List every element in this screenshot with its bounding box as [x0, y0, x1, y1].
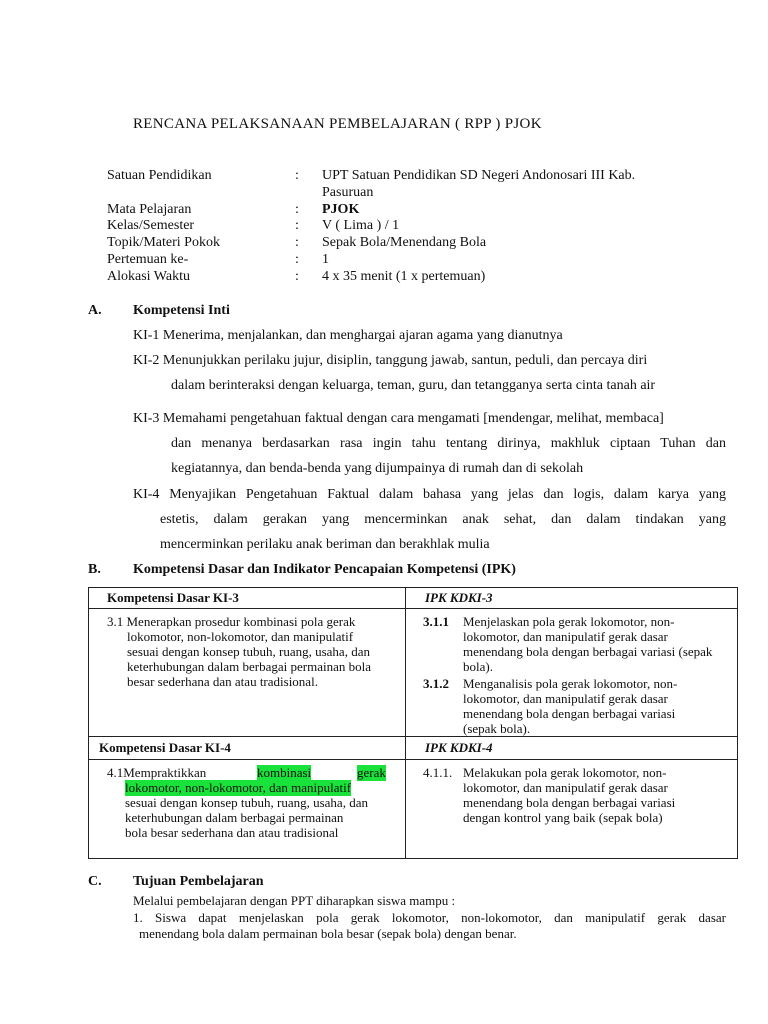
separator: : [295, 218, 299, 233]
table-row-divider [89, 759, 737, 760]
section-a-letter: A. [88, 303, 102, 318]
table-row-divider [89, 608, 737, 609]
ki-2-text-cont: dalam berinteraksi dengan keluarga, teman, guru, dan tetangganya serta cinta tanah air [171, 378, 656, 393]
section-c-letter: C. [88, 874, 102, 889]
ipk-line: lokomotor, dan manipulatif gerak dasar [463, 691, 668, 706]
kd-ipk-table [88, 587, 738, 859]
ki-1-text: KI-1 Menerima, menjalankan, dan menghargai ajaran agama yang dianutnya [133, 328, 563, 343]
separator: : [295, 202, 299, 217]
ipk-line: menendang bola dengan berbagai variasi (sepak [463, 644, 713, 659]
value-alokasi-waktu: 4 x 35 menit (1 x pertemuan) [322, 269, 486, 284]
label-topik-materi: Topik/Materi Pokok [107, 235, 220, 250]
ipk-line: Menjelaskan pola gerak lokomotor, non- [463, 614, 675, 629]
ipk-line: menendang bola dengan berbagai variasi [463, 795, 676, 810]
kd4-line: bola besar sederhana dan atau tradisional [125, 825, 339, 840]
kd4-highlight-line: lokomotor, non-lokomotor, dan manipulatif [125, 780, 352, 795]
ipk4-header: IPK KDKI-4 [425, 740, 493, 755]
value-pertemuan: 1 [322, 252, 329, 267]
objective-item-1-cont: menendang bola dalam permainan bola besar (sepak bola) dengan benar. [139, 926, 517, 941]
kd3-line: 3.1 Menerapkan prosedur kombinasi pola gerak [107, 614, 356, 629]
ipk-line: Menganalisis pola gerak lokomotor, non- [463, 676, 678, 691]
kd3-line: sesuai dengan konsep tubuh, ruang, usaha, dan [127, 644, 370, 659]
kd3-header: Kompetensi Dasar KI-3 [107, 590, 239, 605]
label-pertemuan: Pertemuan ke- [107, 252, 189, 267]
separator: : [295, 252, 299, 267]
objective-intro: Melalui pembelajaran dengan PPT diharapkan siswa mampu : [133, 893, 456, 908]
section-a-heading: Kompetensi Inti [133, 303, 230, 318]
ipk-line: lokomotor, dan manipulatif gerak dasar [463, 780, 668, 795]
ipk-number: 4.1.1. [423, 765, 453, 780]
value-kelas-semester: V ( Lima ) / 1 [322, 218, 400, 233]
ipk-line: (sepak bola). [463, 721, 531, 736]
kd3-line: lokomotor, non-lokomotor, dan manipulatif [127, 629, 354, 644]
separator: : [295, 168, 299, 183]
value-topik-materi: Sepak Bola/Menendang Bola [322, 235, 487, 250]
ki-2-text: KI-2 Menunjukkan perilaku jujur, disiplin, tanggung jawab, santun, peduli, dan percaya diri [133, 353, 648, 368]
value-satuan-pendidikan-cont: Pasuruan [322, 185, 374, 200]
ki-4-text: KI-4 Menyajikan Pengetahuan Faktual dalam bahasa yang jelas dan logis, dalam karya yang [133, 487, 726, 502]
kd4-header: Kompetensi Dasar KI-4 [99, 740, 231, 755]
ki-4-text-cont2: mencerminkan perilaku anak beriman dan berakhlak mulia [160, 537, 490, 552]
ipk-line: bola). [463, 659, 493, 674]
kd4-highlight-word: kombinasi [257, 765, 312, 780]
kd4-line: keterhubungan dalam berbagai permainan [125, 810, 344, 825]
section-b-heading: Kompetensi Dasar dan Indikator Pencapaian Kompetensi (IPK) [133, 562, 516, 577]
label-kelas-semester: Kelas/Semester [107, 218, 195, 233]
ipk-line: Melakukan pola gerak lokomotor, non- [463, 765, 667, 780]
table-row-divider [89, 736, 737, 737]
ipk-line: menendang bola dengan berbagai variasi [463, 706, 676, 721]
kd3-line: besar sederhana dan atau tradisional. [127, 674, 318, 689]
kd4-number-line: 4.1Mempraktikkan [107, 765, 207, 780]
section-b-letter: B. [88, 562, 101, 577]
ipk-line: dengan kontrol yang baik (sepak bola) [463, 810, 663, 825]
separator: : [295, 235, 299, 250]
document-title: RENCANA PELAKSANAAN PEMBELAJARAN ( RPP ) PJOK [133, 116, 542, 132]
kd4-line: sesuai dengan konsep tubuh, ruang, usaha, dan [125, 795, 368, 810]
kd4-highlight-word: gerak [357, 765, 386, 780]
ki-3-text-cont2: kegiatannya, dan benda-benda yang dijumpainya di rumah dan di sekolah [171, 461, 584, 476]
ipk-number: 3.1.2 [423, 676, 449, 691]
ki-3-text: KI-3 Memahami pengetahuan faktual dengan cara mengamati [mendengar, melihat, membaca] [133, 411, 664, 426]
value-mata-pelajaran: PJOK [322, 202, 360, 217]
ipk-line: lokomotor, dan manipulatif gerak dasar [463, 629, 668, 644]
kd3-line: keterhubungan dalam berbagai permainan bola [127, 659, 372, 674]
separator: : [295, 269, 299, 284]
section-c-heading: Tujuan Pembelajaran [133, 874, 264, 889]
ipk-number: 3.1.1 [423, 614, 449, 629]
table-column-divider [405, 588, 406, 858]
ipk3-header: IPK KDKI-3 [425, 590, 493, 605]
label-mata-pelajaran: Mata Pelajaran [107, 202, 192, 217]
value-satuan-pendidikan: UPT Satuan Pendidikan SD Negeri Andonosari III Kab. [322, 168, 636, 183]
label-alokasi-waktu: Alokasi Waktu [107, 269, 190, 284]
ki-4-text-cont: estetis, dalam gerakan yang mencerminkan anak sehat, dan dalam tindakan yang [160, 512, 726, 527]
label-satuan-pendidikan: Satuan Pendidikan [107, 168, 212, 183]
objective-item-1: 1. Siswa dapat menjelaskan pola gerak lokomotor, non-lokomotor, dan manipulatif gerak dasar [133, 910, 726, 925]
ki-3-text-cont: dan menanya berdasarkan rasa ingin tahu tentang dirinya, makhluk ciptaan Tuhan dan [171, 436, 726, 451]
